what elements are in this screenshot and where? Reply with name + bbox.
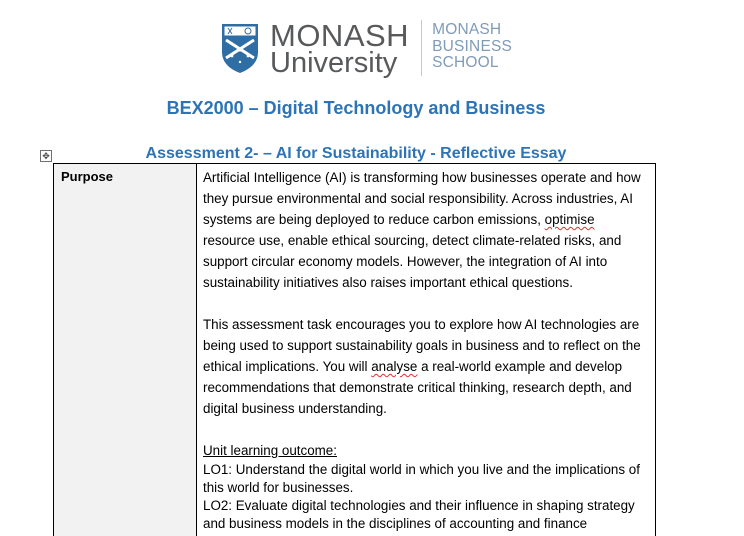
course-title: BEX2000 – Digital Technology and Business	[166, 98, 546, 118]
row-label-purpose: Purpose	[61, 169, 114, 184]
purpose-paragraph-2: This assessment task encourages you to explore how AI technologies are being used to support sustainability goals in business and to reflect on the ethical implications. You will analyse a real-world example and develop recommendations that demonstrate critical thinking, research depth, and digital business understanding.	[203, 317, 641, 416]
monash-crest-icon	[220, 22, 260, 74]
assessment-title: Assessment 2- – AI for Sustainability - Reflective Essay	[145, 145, 567, 162]
wordmark-line-monash: MONASH	[270, 18, 410, 53]
unit-outcome-heading: Unit learning outcome:	[203, 443, 337, 458]
purpose-paragraph-1: Artificial Intelligence (AI) is transforming how businesses operate and how they pursue environmental and social responsibility. Across industries, AI systems are being deployed to reduce carbon emissions, optimise resource use, enable ethical sourcing, detect climate-related risks, and support circular economy models. However, the integration of AI into sustainability initiatives also raises important ethical questions.	[203, 170, 641, 290]
school-line-2: BUSINESS	[432, 37, 513, 55]
learning-outcome-lo1: LO1: Understand the digital world in which you live and the implications of this world for businesses.	[203, 462, 640, 495]
wordmark-line-university: University	[270, 47, 398, 79]
logo-divider	[421, 20, 422, 76]
monash-logo	[220, 16, 512, 80]
monash-wordmark	[270, 16, 409, 78]
spelling-flag-analyse[interactable]: analyse	[371, 359, 418, 374]
purpose-table	[53, 163, 656, 536]
table-move-handle-icon[interactable]: ✥	[40, 150, 52, 162]
row-content-cell[interactable]	[197, 164, 655, 536]
row-label-cell[interactable]	[54, 164, 197, 536]
spelling-flag-optimise[interactable]: optimise	[544, 212, 595, 227]
school-line-1: MONASH	[432, 21, 502, 38]
business-school-wordmark	[432, 22, 512, 72]
school-line-3: SCHOOL	[432, 54, 499, 72]
learning-outcome-lo2: LO2: Evaluate digital technologies and their influence in shaping strategy and business models in the disciplines of accounting and finance	[203, 498, 635, 531]
